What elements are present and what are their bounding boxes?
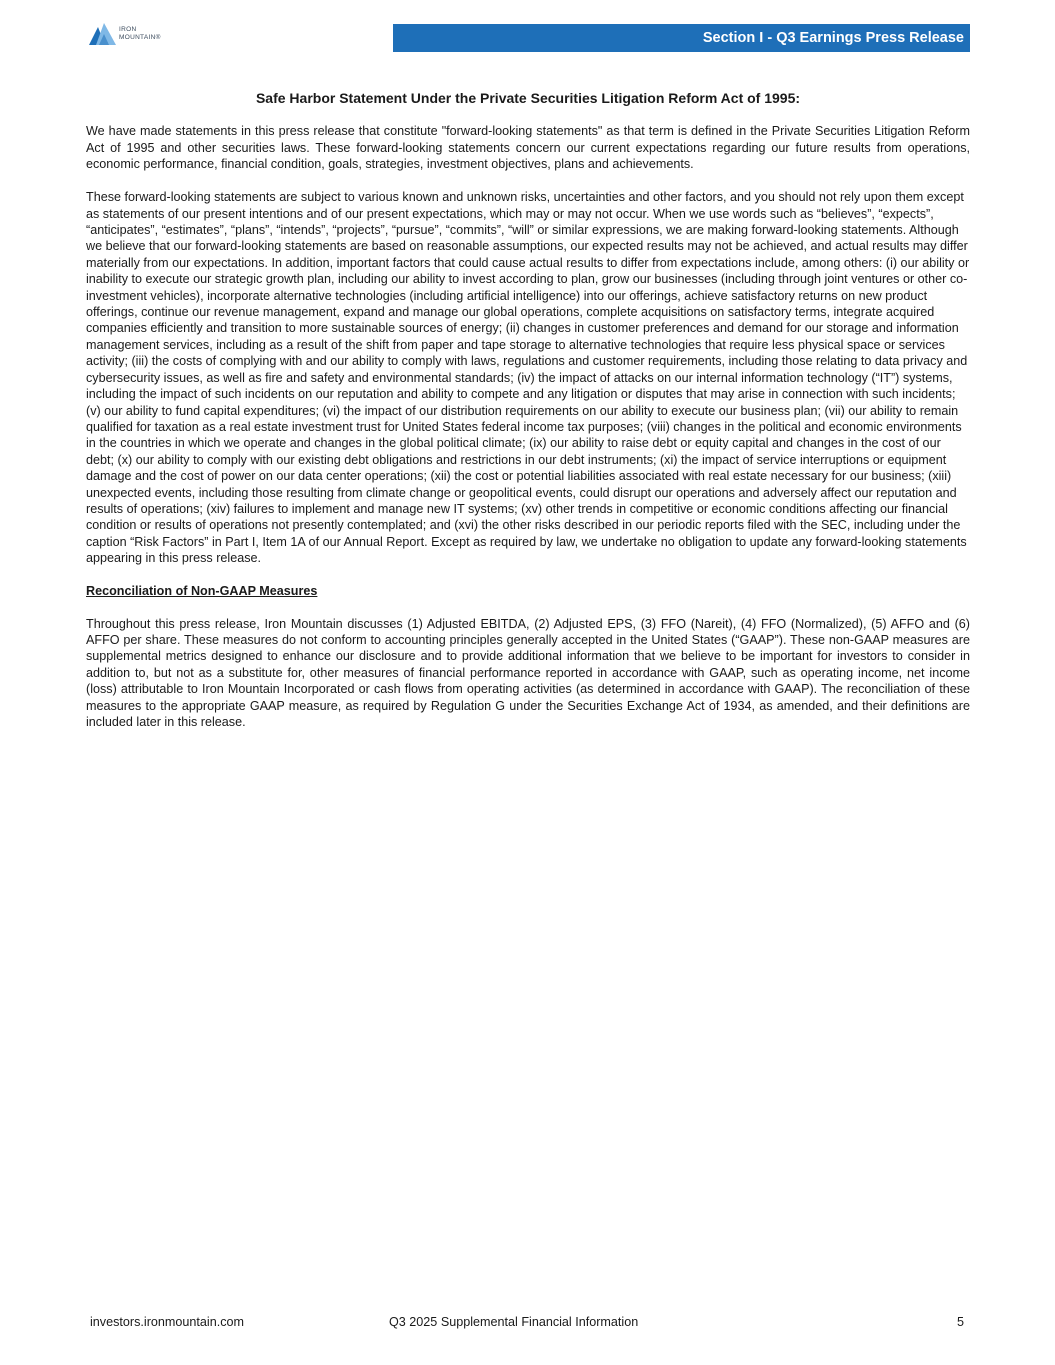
footer-website: investors.ironmountain.com [90, 1315, 244, 1329]
footer-page-number: 5 [957, 1315, 965, 1329]
company-logo [89, 22, 161, 46]
logo-line2: MOUNTAIN [119, 34, 156, 41]
section-banner [393, 24, 970, 52]
safe-harbor-paragraph-2: These forward-looking statements are subject to various known and unknown risks, uncertainties and other factors, and you should not rely upon them except as statements of our present intentions and of our present expectations, which may or may not occur. When we use words such as “believes”, “expects”, “anticipates”, “estimates”, “plans”, “intends”, “projects”, “pursue”, “commits”, “will” or similar expressions, we are making forward-looking statements. Although we believe that our forward-looking statements are based on reasonable assumptions, our expected results may not be achieved, and actual results may differ materially from our expectations. In addition, important factors that could cause actual results to differ from expectations include, among others: (i) our ability or inability to execute our strategic growth plan, including our ability to invest according to plan, grow our businesses (including through joint ventures or other co-investment vehicles), incorporate alternative technologies (including artificial intelligence) into our offerings, achieve satisfactory returns on new product offerings, continue our revenue management, expand and manage our global operations, complete acquisitions on satisfactory terms, integrate acquired companies efficiently and transition to more sustainable sources of energy; (ii) changes in customer preferences and demand for our storage and information management services, including as a result of the shift from paper and tape storage to alternative technologies that require less physical space or services activity; (iii) the costs of complying with and our ability to comply with laws, regulations and customer requirements, including those relating to data privacy and cybersecurity issues, as well as fire and safety and environmental standards; (iv) the impact of attacks on our internal information technology (“IT”) systems, including the impact of such incidents on our reputation and ability to compete and any litigation or disputes that may arise in connection with such incidents; (v) our ability to fund capital expenditures; (vi) the impact of our distribution requirements on our ability to execute our business plan; (vii) our ability to remain qualified for taxation as a real estate investment trust for United States federal income tax purposes; (viii) changes in the political and economic environments in the countries in which we operate and changes in the global political climate; (ix) our ability to raise debt or equity capital and changes in the cost of our debt; (x) our ability to comply with our existing debt obligations and restrictions in our debt instruments; (xi) the impact of service interruptions or equipment damage and the cost of power on our data center operations; (xii) the cost or potential liabilities associated with real estate necessary for our business; (xiii) unexpected events, including those resulting from climate change or geopolitical events, could disrupt our operations and adversely affect our reputation and results of operations; (xiv) failures to implement and manage new IT systems; (xv) other trends in competitive or economic conditions affecting our financial condition or results of operations not presently contemplated; and (xvi) the other risks described in our periodic reports filed with the SEC, including under the caption “Risk Factors” in Part I, Item 1A of our Annual Report. Except as required by law, we undertake no obligation to update any forward-looking statements appearing in this press release. [86, 190, 970, 566]
safe-harbor-heading: Safe Harbor Statement Under the Private Securities Litigation Reform Act of 1995: [255, 90, 801, 106]
logo-line1: IRON [119, 26, 137, 33]
section-title: Section I - Q3 Earnings Press Release [702, 30, 964, 46]
page-content [86, 90, 970, 747]
reconciliation-paragraph: Throughout this press release, Iron Mountain discusses (1) Adjusted EBITDA, (2) Adjusted EPS, (3) FFO (Nareit), (4) FFO (Normalized), (5) AFFO and (6) AFFO per share. These measures do not conform to accounting principles generally accepted in the United States (“GAAP”). These non-GAAP measures are supplemental metrics designed to enhance our disclosure and to provide additional information that we believe to be important for investors to consider in addition to, but not as a substitute for, other measures of financial performance reported in accordance with GAAP, such as operating income, net income (loss) attributable to Iron Mountain Incorporated or cash flows from operating activities (as determined in accordance with GAAP). The reconciliation of these measures to the appropriate GAAP measure, as required by Regulation G under the Securities Exchange Act of 1934, as amended, and their definitions are included later in this release. [86, 616, 970, 729]
safe-harbor-paragraph-1: We have made statements in this press release that constitute "forward-looking statements" as that term is defined in the Private Securities Litigation Reform Act of 1995 and other securities laws. These forward-looking statements concern our current expectations regarding our future results from operations, economic performance, financial condition, goals, strategies, investment objectives, plans and achievements. [86, 124, 970, 172]
logo-registered-mark: ® [155, 34, 161, 41]
mountain-logo-icon [89, 23, 116, 45]
footer-document-title: Q3 2025 Supplemental Financial Information [389, 1315, 639, 1329]
logo-wordmark [119, 26, 161, 42]
reconciliation-heading: Reconciliation of Non-GAAP Measures [86, 584, 318, 599]
